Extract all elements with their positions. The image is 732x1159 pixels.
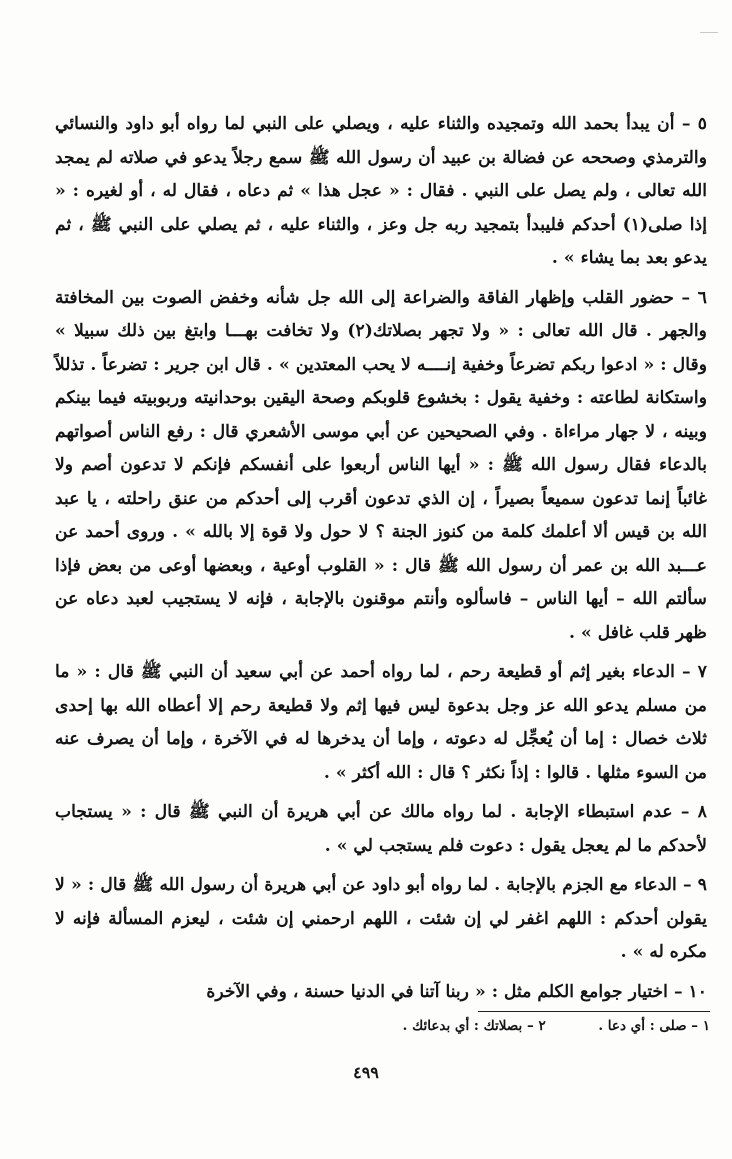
paragraph-8: ٨ – عدم استبطاء الإجابة . لما رواه مالك عن أبي هريرة أن النبي ﷺ قال : « يستجاب لأحدكم ما لم يعجل يقول : دعوت فلم يستجب لي » . <box>55 802 707 856</box>
footnotes <box>210 1018 710 1034</box>
paragraph-6: ٦ – حضور القلب وإظهار الفاقة والضراعة إلى الله جل شأنه وخفض الصوت بين المخافتة والجهر . قال الله تعالى : « ولا تجهر بصلاتك(٢) ولا تخافت بهـــا وابتغ بين ذلك سبيلا » وقال : « ادعوا ربكم تضرعاً وخفية إنــــه لا يحب المعتدين » . قال ابن جرير : تضرعاً . تذللاً واستكانة لطاعته : وخفية يقول : بخشوع قلوبكم وصحة اليقين بوحدانيته وربوبيته فيما بينكم وبينه ، لا جهار مراءاة . وفي الصحيحين عن أبي موسى الأشعري قال : رفع الناس أصواتهم بالدعاء فقال رسول الله ﷺ : « أيها الناس أربعوا على أنفسكم فإنكم لا تدعون أصم ولا غائباً إنما تدعون سميعاً بصيراً ، إن الذي تدعون أقرب إلى أحدكم من عنق راحلته ، يا عبد الله بن قيس ألا أعلمك كلمة من كنوز الجنة ؟ لا حول ولا قوة إلا بالله » . وروى أحمد عن عـــبد الله بن عمر أن رسول الله ﷺ قال : « القلوب أوعية ، وبعضها أوعى من بعض فإذا سألتم الله – أيها الناس – فاسألوه وأنتم موقنون بالإجابة ، فإنه لا يستجيب لعبد دعاه عن ظهر قلب غافل » . <box>55 287 707 643</box>
footnote-separator <box>478 1011 710 1012</box>
main-text <box>55 108 707 1026</box>
footnote-2: ٢ – بصلاتك : أي بدعائك . <box>402 1018 546 1034</box>
paragraph-5: ٥ – أن يبدأ بحمد الله وتمجيده والثناء عليه ، ويصلي على النبي لما رواه أبو داود والنسائي والترمذي وصححه عن فضالة بن عبيد أن رسول الله ﷺ سمع رجلاً يدعو في صلاته لم يمجد الله تعالى ، ولم يصل على النبي . فقال : « عجل هذا » ثم دعاه ، فقال له ، أو لغيره : « إذا صلى(١) أحدكم فليبدأ بتمجيد ربه جل وعز ، والثناء عليه ، ثم يصلي على النبي ﷺ ، ثم يدعو بعد بما يشاء » . <box>55 114 707 268</box>
scan-mark <box>700 32 718 33</box>
paragraph-7: ٧ – الدعاء بغير إثم أو قطيعة رحم ، لما رواه أحمد عن أبي سعيد أن النبي ﷺ قال : « ما من مسلم يدعو الله عز وجل بدعوة ليس فيها إثم ولا قطيعة رحم إلا أعطاه الله بها إحدى ثلاث خصال : إما أن يُعجِّل له دعوته ، وإما أن يدخرها له في الآخرة ، وإما أن يصرف عنه من السوء مثلها . قالوا : إذاً نكثر ؟ قال : الله أكثر » . <box>55 662 707 783</box>
page-number: ٤٩٩ <box>353 1063 379 1082</box>
paragraph-9: ٩ – الدعاء مع الجزم بالإجابة . لما رواه أبو داود عن أبي هريرة أن رسول الله ﷺ قال : « لا يقولن أحدكم : اللهم اغفر لي إن شئت ، اللهم ارحمني إن شئت ، ليعزم المسألة فإنه لا مكره له » . <box>55 875 707 962</box>
footnote-1: ١ – صلى : أي دعا . <box>598 1018 710 1034</box>
paragraph-10-start: ١٠ – اختيار جوامع الكلم مثل : « ربنا آتنا في الدنيا حسنة ، وفي الآخرة <box>206 981 707 1002</box>
